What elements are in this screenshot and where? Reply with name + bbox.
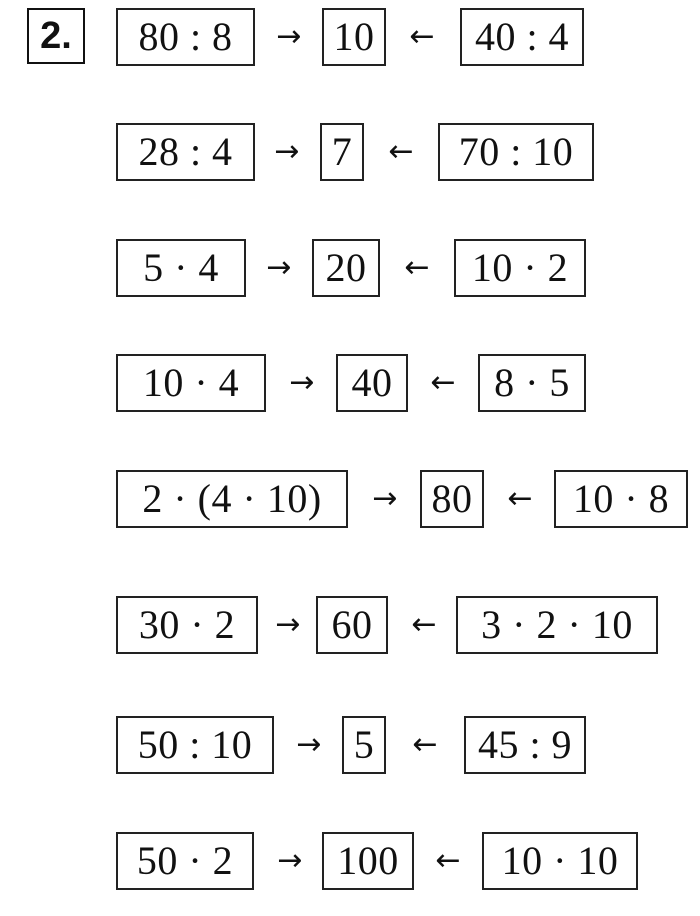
equation-row-1 bbox=[0, 8, 700, 66]
right-arrow: → bbox=[266, 250, 292, 285]
result-box: 5 bbox=[342, 716, 386, 774]
left-arrow: ← bbox=[435, 843, 461, 878]
equation-row-3 bbox=[0, 239, 700, 297]
left-expression-box: 50 · 2 bbox=[116, 832, 254, 890]
right-arrow: → bbox=[277, 843, 303, 878]
left-expression-box: 2 · (4 · 10) bbox=[116, 470, 348, 528]
left-arrow: ← bbox=[409, 19, 435, 54]
right-expression-box: 10 · 8 bbox=[554, 470, 688, 528]
left-expression-box: 30 · 2 bbox=[116, 596, 258, 654]
exercise-number: 2. bbox=[27, 8, 85, 64]
left-expression-box: 10 · 4 bbox=[116, 354, 266, 412]
right-expression-box: 10 · 10 bbox=[482, 832, 638, 890]
result-box: 40 bbox=[336, 354, 408, 412]
result-box: 20 bbox=[312, 239, 380, 297]
left-expression-box: 50 : 10 bbox=[116, 716, 274, 774]
left-arrow: ← bbox=[388, 134, 414, 169]
result-box: 10 bbox=[322, 8, 386, 66]
right-arrow: → bbox=[275, 607, 301, 642]
right-expression-box: 70 : 10 bbox=[438, 123, 594, 181]
result-box: 7 bbox=[320, 123, 364, 181]
result-box: 80 bbox=[420, 470, 484, 528]
result-box: 60 bbox=[316, 596, 388, 654]
right-expression-box: 3 · 2 · 10 bbox=[456, 596, 658, 654]
left-arrow: ← bbox=[507, 481, 533, 516]
right-expression-box: 10 · 2 bbox=[454, 239, 586, 297]
right-arrow: → bbox=[276, 19, 302, 54]
right-expression-box: 8 · 5 bbox=[478, 354, 586, 412]
equation-row-8 bbox=[0, 832, 700, 890]
left-arrow: ← bbox=[411, 607, 437, 642]
left-expression-box: 5 · 4 bbox=[116, 239, 246, 297]
equation-row-5 bbox=[0, 470, 700, 528]
equation-row-6 bbox=[0, 596, 700, 654]
left-arrow: ← bbox=[412, 727, 438, 762]
left-arrow: ← bbox=[404, 250, 430, 285]
equation-row-4 bbox=[0, 354, 700, 412]
right-arrow: → bbox=[274, 134, 300, 169]
left-arrow: ← bbox=[430, 365, 456, 400]
left-expression-box: 28 : 4 bbox=[116, 123, 255, 181]
equation-row-7 bbox=[0, 716, 700, 774]
right-expression-box: 40 : 4 bbox=[460, 8, 584, 66]
result-box: 100 bbox=[322, 832, 414, 890]
right-arrow: → bbox=[289, 365, 315, 400]
left-expression-box: 80 : 8 bbox=[116, 8, 255, 66]
right-expression-box: 45 : 9 bbox=[464, 716, 586, 774]
right-arrow: → bbox=[296, 727, 322, 762]
equation-row-2 bbox=[0, 123, 700, 181]
right-arrow: → bbox=[372, 481, 398, 516]
